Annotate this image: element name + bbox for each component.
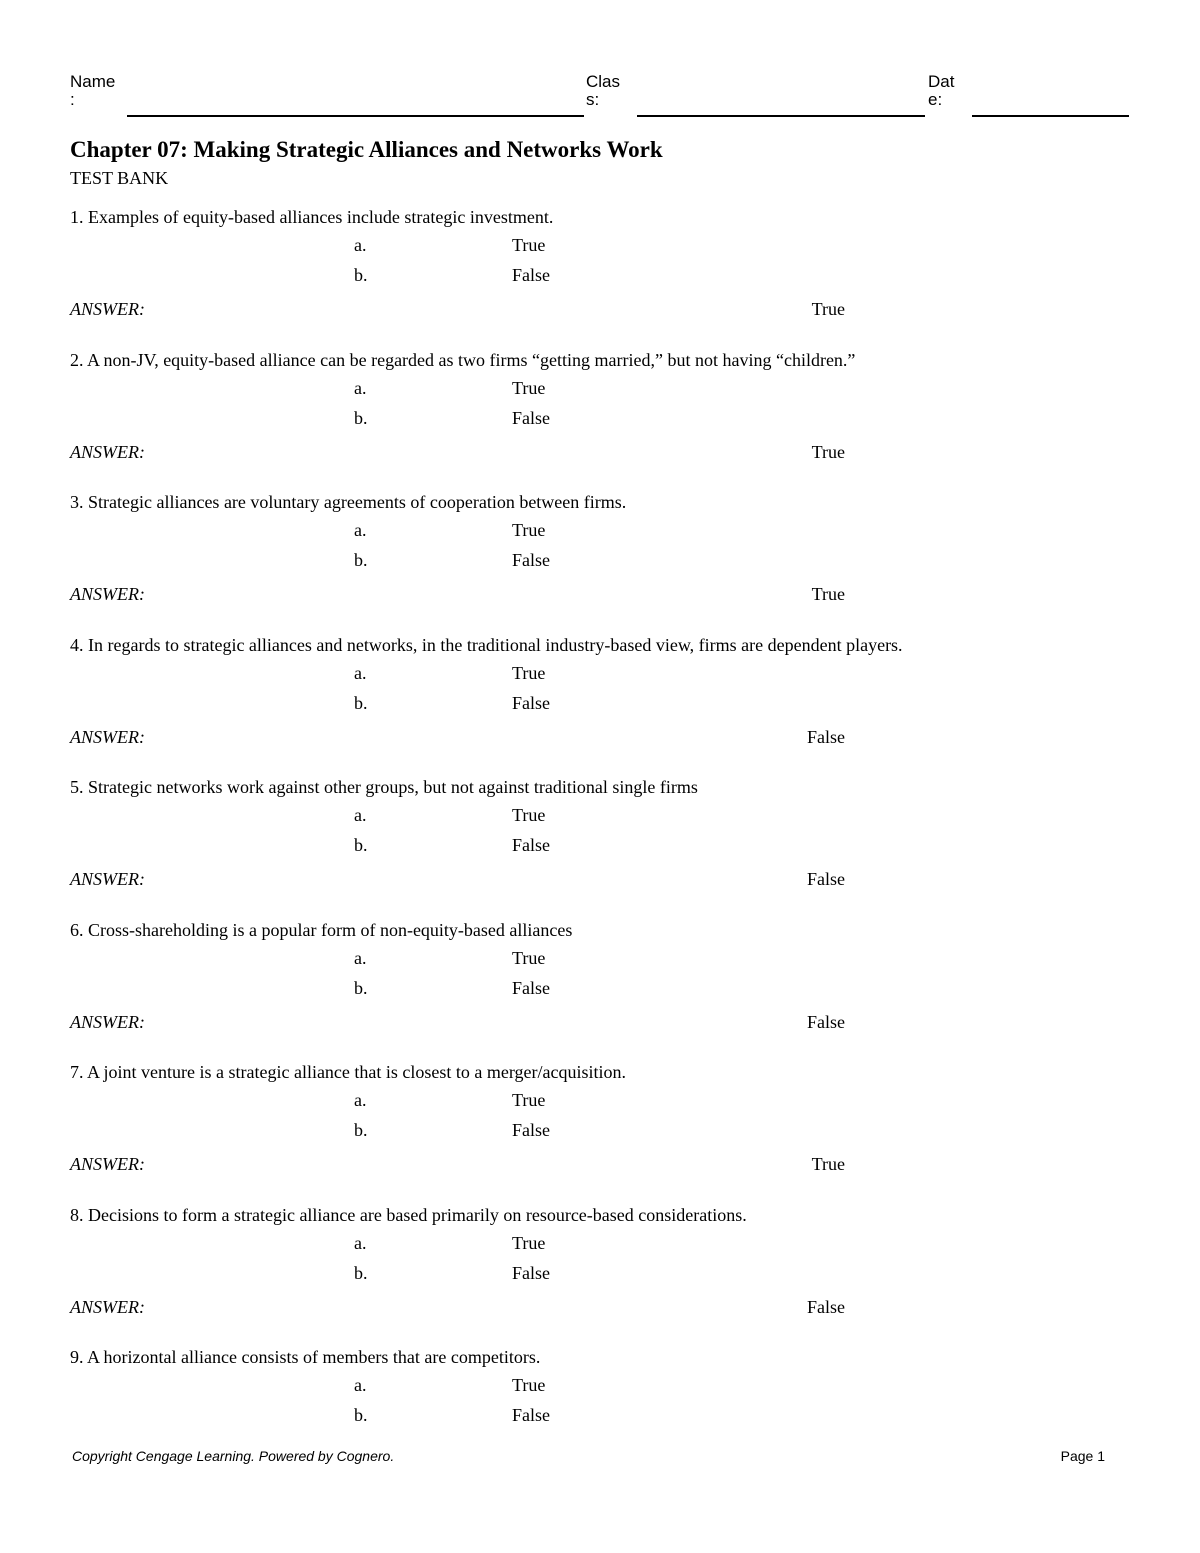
answer-value: True: [811, 441, 845, 462]
name-label-line1: Name: [70, 72, 116, 91]
option-letter: a.: [354, 377, 367, 398]
question-stem: 3. Strategic alliances are voluntary agreements of cooperation between firms.: [70, 492, 627, 512]
class-label-line2: s:: [586, 90, 600, 109]
option-letter: b.: [354, 407, 368, 428]
option-text: True: [512, 1232, 546, 1253]
question-item: [0, 777, 1200, 920]
answer-label: ANSWER:: [70, 1154, 145, 1174]
option-text: True: [512, 1375, 546, 1395]
option-letter: b.: [354, 692, 368, 713]
question-stem: 8. Decisions to form a strategic alliance are based primarily on resource-based considerations.: [70, 1204, 747, 1225]
option-letter: b.: [354, 1262, 368, 1283]
option-text: False: [512, 265, 550, 285]
question-stem: 9. A horizontal alliance consists of members that are competitors.: [70, 1347, 541, 1367]
page-number: Page 1: [1060, 1448, 1105, 1464]
question-stem: 2. A non-JV, equity-based alliance can be regarded as two firms “getting married,” but not having “children.”: [70, 349, 856, 370]
question-item: [0, 920, 1200, 1063]
option-text: False: [512, 1120, 550, 1140]
option-letter: b.: [354, 977, 368, 998]
copyright-notice: Copyright Cengage Learning. Powered by Cognero.: [72, 1448, 395, 1464]
option-text: False: [512, 550, 550, 570]
question-item: [0, 1062, 1200, 1205]
answer-label: ANSWER:: [70, 1011, 145, 1032]
answer-label: ANSWER:: [70, 299, 145, 319]
option-letter: b.: [354, 550, 368, 570]
question-item: [0, 1347, 1200, 1490]
question-stem: 4. In regards to strategic alliances and networks, in the traditional industry-based view, firms are dependent players.: [70, 634, 903, 655]
option-letter: a.: [354, 235, 367, 255]
option-text: True: [512, 377, 546, 398]
question-stem: 5. Strategic networks work against other groups, but not against traditional single firms: [70, 777, 698, 797]
option-text: True: [512, 1090, 546, 1110]
date-field[interactable]: [972, 115, 1129, 117]
answer-value: False: [807, 726, 845, 747]
answer-value: True: [811, 1154, 845, 1174]
option-letter: a.: [354, 1090, 367, 1110]
date-label-line1: Dat: [928, 72, 955, 91]
option-letter: b.: [354, 835, 368, 855]
answer-value: True: [811, 584, 845, 604]
date-label-line2: e:: [928, 90, 943, 109]
option-letter: b.: [354, 1120, 368, 1140]
answer-value: False: [807, 1296, 845, 1317]
answer-label: ANSWER:: [70, 441, 145, 462]
question-stem: 1. Examples of equity-based alliances include strategic investment.: [70, 207, 554, 227]
question-item: [0, 492, 1200, 635]
question-stem: 7. A joint venture is a strategic alliance that is closest to a merger/acquisition.: [70, 1062, 627, 1082]
question-item: [0, 207, 1200, 350]
option-text: True: [512, 235, 546, 255]
option-text: True: [512, 662, 546, 683]
name-label: [70, 73, 115, 109]
option-letter: a.: [354, 1232, 367, 1253]
option-letter: a.: [354, 662, 367, 683]
answer-value: True: [811, 299, 845, 319]
option-text: False: [512, 692, 550, 713]
option-text: True: [512, 947, 546, 968]
question-item: [0, 1205, 1200, 1348]
option-text: False: [512, 1262, 550, 1283]
option-letter: a.: [354, 805, 367, 825]
page-title: Chapter 07: Making Strategic Alliances and Networks Work: [70, 137, 663, 162]
option-text: False: [512, 977, 550, 998]
class-label: [586, 73, 620, 109]
question-item: [0, 350, 1200, 493]
answer-label: ANSWER:: [70, 726, 145, 747]
answer-value: False: [807, 869, 845, 889]
option-letter: b.: [354, 1405, 368, 1425]
answer-label: ANSWER:: [70, 1296, 145, 1317]
class-field[interactable]: [637, 115, 925, 117]
name-field[interactable]: [127, 115, 584, 117]
option-text: False: [512, 1405, 550, 1425]
option-text: False: [512, 407, 550, 428]
answer-label: ANSWER:: [70, 869, 145, 889]
option-letter: a.: [354, 947, 367, 968]
question-item: [0, 635, 1200, 778]
option-letter: a.: [354, 520, 367, 540]
answer-label: ANSWER:: [70, 584, 145, 604]
option-text: True: [512, 520, 546, 540]
name-label-line2: :: [70, 90, 75, 109]
answer-value: False: [807, 1011, 845, 1032]
class-label-line1: Clas: [586, 72, 621, 91]
option-letter: b.: [354, 265, 368, 285]
option-letter: a.: [354, 1375, 367, 1395]
option-text: False: [512, 835, 550, 855]
date-label: [928, 73, 954, 109]
question-stem: 6. Cross-shareholding is a popular form of non-equity-based alliances: [70, 919, 573, 940]
page-subtitle: TEST BANK: [70, 168, 169, 188]
question-list: [0, 207, 1200, 1490]
option-text: True: [512, 805, 546, 825]
